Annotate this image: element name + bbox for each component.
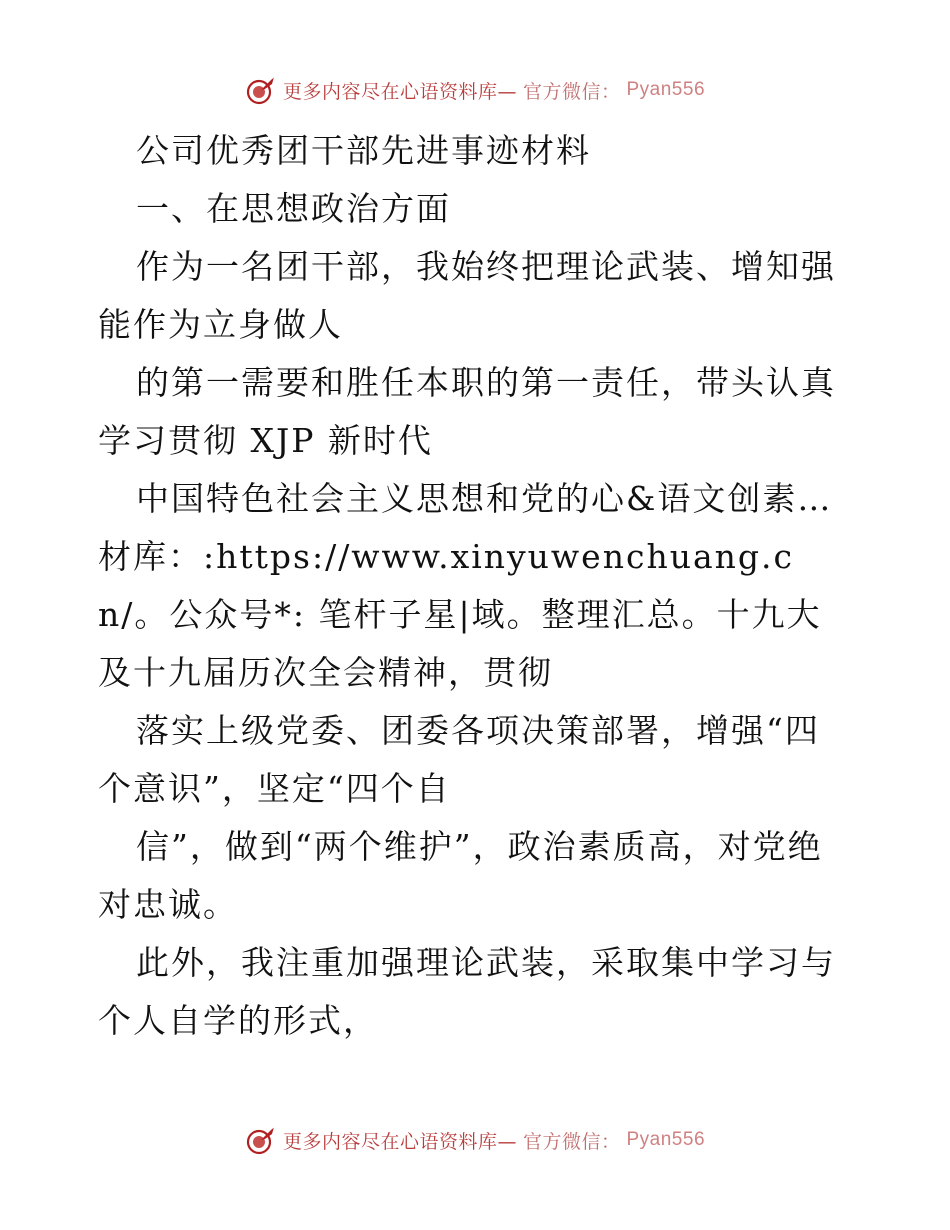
banner-inner xyxy=(245,74,705,106)
section-heading: 一、在思想政治方面 xyxy=(136,189,451,228)
paragraph: 的第一需要和胜任本职的第一责任，带头认真学习贯彻 XJP 新时代 xyxy=(98,363,836,460)
paragraph: 此外，我注重加强理论武装，采取集中学习与个人自学的形式， xyxy=(98,943,836,1040)
banner-wechat-label: 官方微信： xyxy=(522,80,621,103)
banner-wechat-label: 官方微信： xyxy=(522,1130,621,1153)
banner-text: 更多内容尽在心语资料库— xyxy=(282,1130,517,1153)
banner-wechat-id: Pyan556 xyxy=(626,1129,706,1150)
document-title: 公司优秀团干部先进事迹材料 xyxy=(136,131,591,170)
banner-wechat-id: Pyan556 xyxy=(626,79,706,100)
paragraph: 信”，做到“两个维护”，政治素质高，对党绝对忠诚。 xyxy=(98,827,823,924)
quill-logo-icon xyxy=(245,74,277,106)
paragraph: 作为一名团干部，我始终把理论武装、增知强能作为立身做人 xyxy=(98,247,836,344)
footer-watermark-banner xyxy=(0,1120,950,1160)
banner-text: 更多内容尽在心语资料库— xyxy=(282,80,517,103)
banner-inner xyxy=(245,1124,705,1156)
quill-logo-icon xyxy=(245,1124,277,1156)
header-watermark-banner xyxy=(0,70,950,110)
paragraph: 落实上级党委、团委各项决策部署，增强“四个意识”，坚定“四个自 xyxy=(98,711,820,808)
paragraph: 中国特色社会主义思想和党的心&语文创素…材库：:https://www.xinyuwenchuang.cn/。公众号*: 笔杆子星|域。整理汇总。十九大及十九届历次全会精神，贯彻 xyxy=(98,479,833,692)
document-body xyxy=(98,122,853,1050)
